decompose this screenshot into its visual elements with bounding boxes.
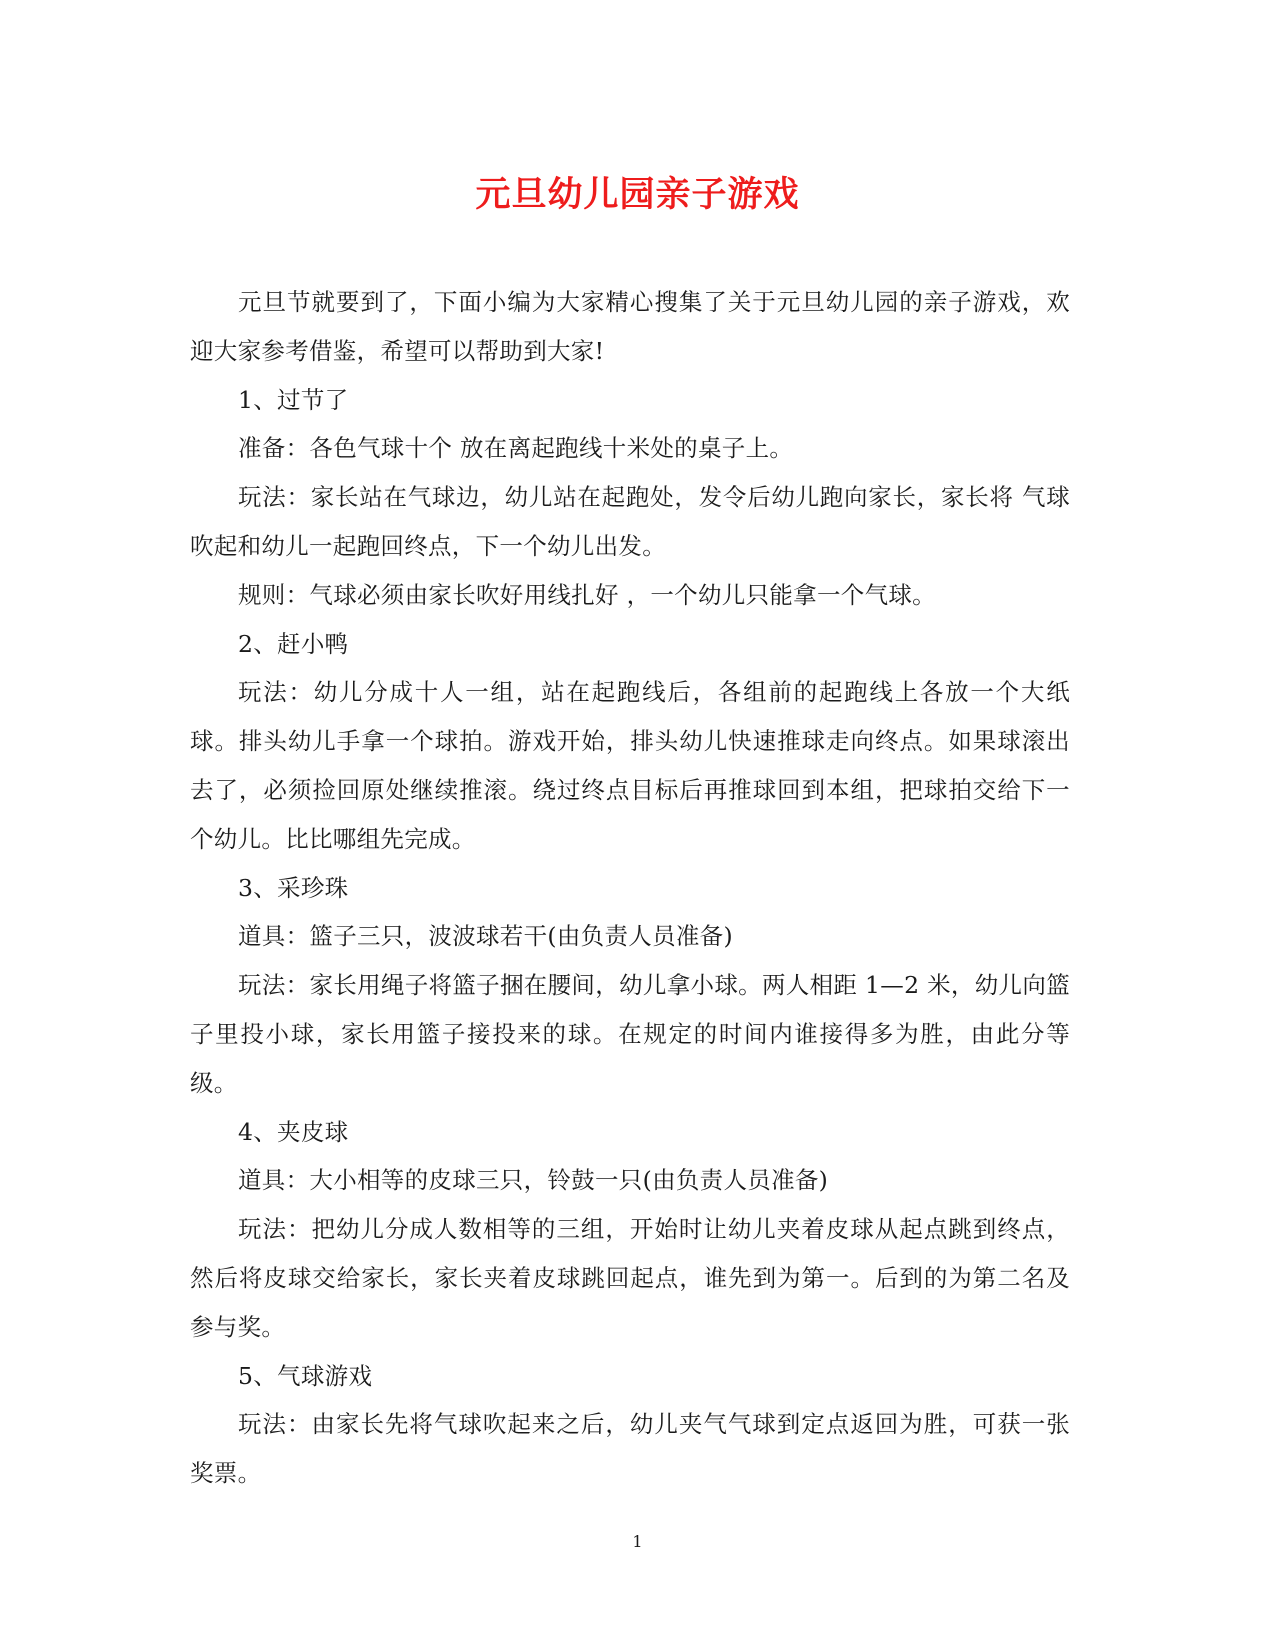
paragraph: 道具：大小相等的皮球三只，铃鼓一只(由负责人员准备): [238, 1166, 829, 1195]
section-heading-1: 1、过节了: [238, 385, 349, 414]
document-title: 元旦幼儿园亲子游戏: [475, 174, 800, 215]
document-body: [190, 278, 1070, 1498]
paragraph: 规则：气球必须由家长吹好用线扎好 ，一个幼儿只能拿一个气球。: [238, 580, 936, 609]
paragraph: 玩法：把幼儿分成人数相等的三组，开始时让幼儿夹着皮球从起点跳到终点，然后将皮球交给家长，家长夹着皮球跳回起点，谁先到为第一。后到的为第二名及参与奖。: [190, 1215, 1070, 1341]
section-heading-4: 4、夹皮球: [238, 1117, 349, 1146]
paragraph: 玩法：家长站在气球边，幼儿站在起跑处，发令后幼儿跑向家长，家长将 气球吹起和幼儿一起跑回终点，下一个幼儿出发。: [190, 483, 1070, 560]
section-heading-3: 3、采珍珠: [238, 873, 349, 902]
paragraph: 玩法：由家长先将气球吹起来之后，幼儿夹气气球到定点返回为胜，可获一张奖票。: [190, 1410, 1070, 1488]
page-number: 1: [632, 1532, 643, 1551]
paragraph-intro: 元旦节就要到了，下面小编为大家精心搜集了关于元旦幼儿园的亲子游戏，欢迎大家参考借鉴，希望可以帮助到大家!: [190, 288, 1070, 365]
paragraph: 道具：篮子三只，波波球若干(由负责人员准备): [238, 922, 733, 951]
paragraph: 准备：各色气球十个 放在离起跑线十米处的桌子上。: [238, 434, 794, 463]
section-heading-5: 5、气球游戏: [238, 1361, 373, 1390]
paragraph: 玩法：幼儿分成十人一组，站在起跑线后，各组前的起跑线上各放一个大纸球。排头幼儿手拿一个球拍。游戏开始，排头幼儿快速推球走向终点。如果球滚出去了，必须捡回原处继续推滚。绕过终点目标后再推球回到本组，把球拍交给下一个幼儿。比比哪组先完成。: [190, 678, 1070, 853]
section-heading-2: 2、赶小鸭: [238, 629, 349, 658]
paragraph: 玩法：家长用绳子将篮子捆在腰间，幼儿拿小球。两人相距 1—2 米，幼儿向篮子里投小球，家长用篮子接投来的球。在规定的时间内谁接得多为胜，由此分等级。: [190, 971, 1070, 1097]
